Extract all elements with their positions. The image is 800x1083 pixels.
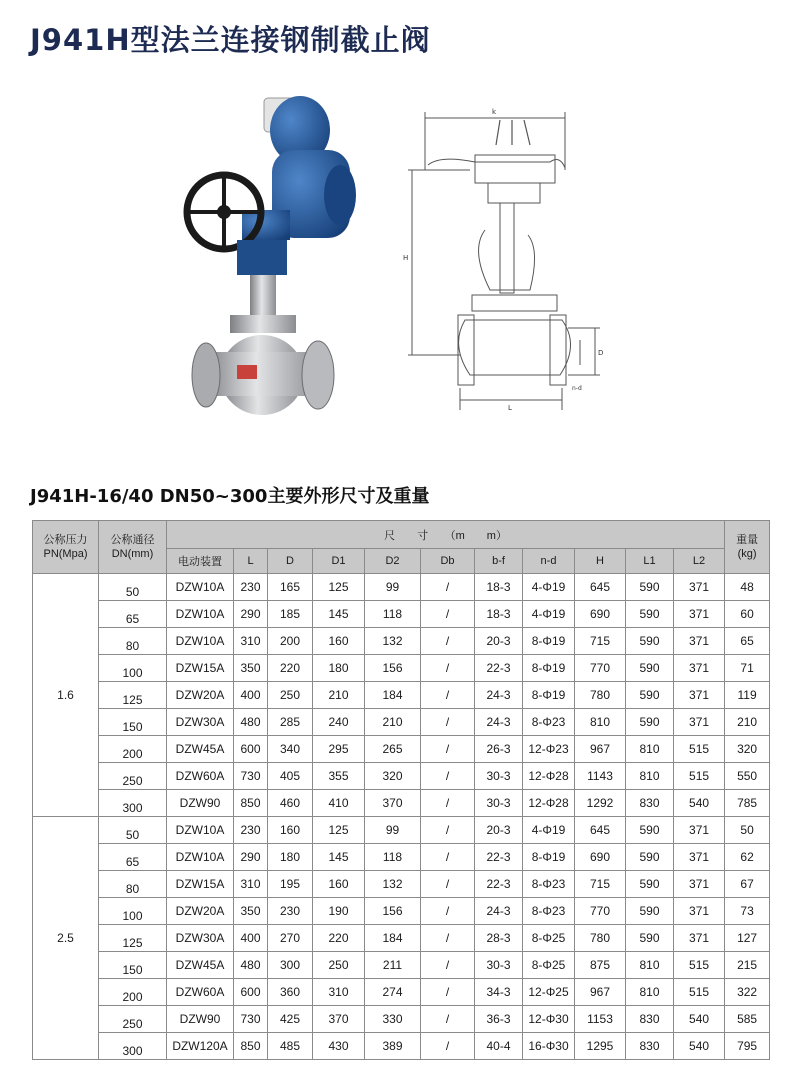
table-cell: 590	[626, 574, 674, 601]
table-cell: 540	[674, 1006, 725, 1033]
table-cell: 71	[725, 655, 770, 682]
table-cell: 12-Φ25	[523, 979, 575, 1006]
table-cell: 590	[626, 682, 674, 709]
table-cell: 185	[268, 601, 313, 628]
table-cell: 20-3	[475, 628, 523, 655]
table-cell: 210	[725, 709, 770, 736]
table-cell: 26-3	[475, 736, 523, 763]
table-row	[33, 871, 770, 898]
table-cell: DZW120A	[167, 1033, 234, 1060]
table-cell: 400	[234, 682, 268, 709]
table-cell: 8-Φ23	[523, 898, 575, 925]
dn-cell: 80	[99, 871, 167, 898]
table-cell: 340	[268, 736, 313, 763]
table-cell: 30-3	[475, 790, 523, 817]
table-cell: 18-3	[475, 574, 523, 601]
dn-cell: 300	[99, 790, 167, 817]
table-cell: 30-3	[475, 952, 523, 979]
table-cell: 405	[268, 763, 313, 790]
table-cell: 184	[365, 682, 421, 709]
table-cell: 830	[626, 1033, 674, 1060]
table-cell: 165	[268, 574, 313, 601]
table-cell: 830	[626, 1006, 674, 1033]
header-pn: 公称压力 PN(Mpa)	[33, 521, 99, 574]
table-cell: 410	[313, 790, 365, 817]
table-cell: 810	[626, 952, 674, 979]
table-cell: 24-3	[475, 709, 523, 736]
table-cell: 350	[234, 898, 268, 925]
table-cell: 118	[365, 844, 421, 871]
table-title: J941H-16/40 DN50~300主要外形尺寸及重量	[30, 486, 430, 507]
table-cell: 770	[575, 655, 626, 682]
table-cell: 600	[234, 736, 268, 763]
table-cell: 485	[268, 1033, 313, 1060]
table-cell: 36-3	[475, 1006, 523, 1033]
table-cell: 295	[313, 736, 365, 763]
header-col: L2	[674, 549, 725, 574]
table-cell: 690	[575, 844, 626, 871]
table-cell: /	[421, 628, 475, 655]
dn-cell: 80	[99, 628, 167, 655]
table-cell: 220	[268, 655, 313, 682]
header-col: D	[268, 549, 313, 574]
table-cell: 24-3	[475, 682, 523, 709]
drawing-nd: n-d	[572, 385, 582, 392]
table-cell: /	[421, 871, 475, 898]
header-col: H	[575, 549, 626, 574]
table-cell: DZW10A	[167, 628, 234, 655]
table-cell: 967	[575, 736, 626, 763]
table-cell: 18-3	[475, 601, 523, 628]
table-cell: 600	[234, 979, 268, 1006]
table-cell: 350	[234, 655, 268, 682]
table-cell: 355	[313, 763, 365, 790]
header-col: D2	[365, 549, 421, 574]
table-cell: 810	[575, 709, 626, 736]
valve-drawing	[400, 100, 630, 430]
table-cell: 690	[575, 601, 626, 628]
dn-cell: 50	[99, 574, 167, 601]
table-cell: 16-Φ30	[523, 1033, 575, 1060]
table-cell: 73	[725, 898, 770, 925]
table-cell: 590	[626, 628, 674, 655]
table-cell: 145	[313, 601, 365, 628]
table-cell: 371	[674, 682, 725, 709]
table-row	[33, 736, 770, 763]
table-cell: 300	[268, 952, 313, 979]
table-cell: 12-Φ28	[523, 763, 575, 790]
table-cell: 371	[674, 628, 725, 655]
table-cell: 320	[725, 736, 770, 763]
table-row	[33, 655, 770, 682]
table-cell: 810	[626, 763, 674, 790]
table-row	[33, 790, 770, 817]
table-cell: 370	[365, 790, 421, 817]
table-cell: 310	[234, 871, 268, 898]
table-cell: /	[421, 790, 475, 817]
table-cell: 1295	[575, 1033, 626, 1060]
drawing-length-dim: L	[508, 404, 512, 412]
header-col: D1	[313, 549, 365, 574]
table-cell: 220	[313, 925, 365, 952]
table-cell: 371	[674, 898, 725, 925]
table-cell: DZW45A	[167, 952, 234, 979]
table-cell: /	[421, 1033, 475, 1060]
table-cell: 371	[674, 817, 725, 844]
table-cell: 290	[234, 844, 268, 871]
table-row	[33, 898, 770, 925]
table-cell: 285	[268, 709, 313, 736]
table-cell: 430	[313, 1033, 365, 1060]
table-cell: 22-3	[475, 844, 523, 871]
header-col: Db	[421, 549, 475, 574]
table-cell: 810	[626, 736, 674, 763]
table-cell: 24-3	[475, 898, 523, 925]
table-cell: /	[421, 736, 475, 763]
table-cell: 12-Φ23	[523, 736, 575, 763]
table-cell: 967	[575, 979, 626, 1006]
dn-cell: 150	[99, 709, 167, 736]
table-cell: 645	[575, 574, 626, 601]
table-cell: DZW90	[167, 790, 234, 817]
table-cell: 389	[365, 1033, 421, 1060]
table-cell: /	[421, 925, 475, 952]
table-cell: 8-Φ19	[523, 655, 575, 682]
table-cell: 156	[365, 655, 421, 682]
table-row	[33, 817, 770, 844]
table-cell: DZW30A	[167, 925, 234, 952]
table-cell: 211	[365, 952, 421, 979]
table-row	[33, 709, 770, 736]
table-cell: 371	[674, 574, 725, 601]
table-cell: 785	[725, 790, 770, 817]
table-cell: DZW20A	[167, 682, 234, 709]
header-weight: 重量 (kg)	[725, 521, 770, 574]
table-cell: 590	[626, 601, 674, 628]
table-cell: 310	[234, 628, 268, 655]
table-cell: DZW15A	[167, 655, 234, 682]
table-row	[33, 952, 770, 979]
table-row	[33, 682, 770, 709]
table-cell: 540	[674, 790, 725, 817]
header-col: L	[234, 549, 268, 574]
table-cell: 515	[674, 763, 725, 790]
drawing-d-dim: D	[598, 349, 604, 357]
table-cell: DZW10A	[167, 844, 234, 871]
dn-cell: 150	[99, 952, 167, 979]
table-row	[33, 844, 770, 871]
table-cell: 30-3	[475, 763, 523, 790]
dn-cell: 65	[99, 601, 167, 628]
table-cell: 850	[234, 1033, 268, 1060]
table-cell: 8-Φ19	[523, 628, 575, 655]
table-cell: 48	[725, 574, 770, 601]
table-cell: 230	[268, 898, 313, 925]
table-cell: 590	[626, 898, 674, 925]
table-cell: 550	[725, 763, 770, 790]
table-cell: 515	[674, 979, 725, 1006]
pn-cell: 1.6	[33, 574, 99, 817]
table-cell: 230	[234, 574, 268, 601]
table-cell: 460	[268, 790, 313, 817]
table-cell: 1153	[575, 1006, 626, 1033]
table-cell: 4-Φ19	[523, 817, 575, 844]
table-cell: /	[421, 1006, 475, 1033]
header-size-group: 尺 寸 （m m）	[167, 521, 725, 549]
dn-cell: 300	[99, 1033, 167, 1060]
table-cell: 160	[313, 871, 365, 898]
table-cell: /	[421, 952, 475, 979]
header-col: L1	[626, 549, 674, 574]
table-cell: 125	[313, 817, 365, 844]
table-body	[33, 574, 770, 1060]
table-cell: 118	[365, 601, 421, 628]
table-cell: 371	[674, 601, 725, 628]
table-cell: 371	[674, 925, 725, 952]
table-cell: 770	[575, 898, 626, 925]
table-cell: 119	[725, 682, 770, 709]
table-cell: 210	[313, 682, 365, 709]
header-col: n-d	[523, 549, 575, 574]
table-cell: 320	[365, 763, 421, 790]
table-cell: 195	[268, 871, 313, 898]
table-header-row-1	[33, 521, 770, 549]
table-cell: DZW60A	[167, 979, 234, 1006]
table-cell: /	[421, 844, 475, 871]
table-cell: 590	[626, 844, 674, 871]
table-cell: DZW10A	[167, 601, 234, 628]
dn-cell: 65	[99, 844, 167, 871]
table-row	[33, 925, 770, 952]
table-cell: 730	[234, 1006, 268, 1033]
table-cell: 4-Φ19	[523, 574, 575, 601]
table-cell: /	[421, 763, 475, 790]
table-cell: 8-Φ19	[523, 682, 575, 709]
table-cell: 8-Φ19	[523, 844, 575, 871]
table-cell: DZW30A	[167, 709, 234, 736]
table-cell: DZW15A	[167, 871, 234, 898]
valve-photo	[182, 90, 362, 440]
table-cell: 240	[313, 709, 365, 736]
table-cell: 1292	[575, 790, 626, 817]
table-cell: 290	[234, 601, 268, 628]
table-cell: 99	[365, 817, 421, 844]
table-cell: 8-Φ25	[523, 925, 575, 952]
drawing-height-dim: H	[403, 254, 409, 262]
table-cell: 180	[268, 844, 313, 871]
table-cell: 780	[575, 682, 626, 709]
table-cell: 322	[725, 979, 770, 1006]
table-cell: /	[421, 601, 475, 628]
table-row	[33, 574, 770, 601]
table-cell: /	[421, 817, 475, 844]
table-cell: 40-4	[475, 1033, 523, 1060]
table-cell: 590	[626, 817, 674, 844]
table-cell: 132	[365, 628, 421, 655]
table-cell: 400	[234, 925, 268, 952]
table-cell: 180	[313, 655, 365, 682]
table-cell: 20-3	[475, 817, 523, 844]
table-cell: 515	[674, 736, 725, 763]
table-cell: 145	[313, 844, 365, 871]
table-cell: 540	[674, 1033, 725, 1060]
table-cell: 590	[626, 655, 674, 682]
table-cell: DZW60A	[167, 763, 234, 790]
table-cell: 22-3	[475, 655, 523, 682]
header-dn: 公称通径 DN(mm)	[99, 521, 167, 574]
table-cell: 370	[313, 1006, 365, 1033]
drawing-top-dim: k	[492, 108, 497, 116]
table-cell: 8-Φ23	[523, 709, 575, 736]
table-cell: 795	[725, 1033, 770, 1060]
page-title: J941H型法兰连接钢制截止阀	[30, 23, 431, 57]
table-cell: 850	[234, 790, 268, 817]
table-cell: 230	[234, 817, 268, 844]
dn-cell: 100	[99, 898, 167, 925]
table-cell: 62	[725, 844, 770, 871]
table-cell: 190	[313, 898, 365, 925]
dn-cell: 125	[99, 925, 167, 952]
table-cell: 830	[626, 790, 674, 817]
table-cell: DZW10A	[167, 574, 234, 601]
table-cell: 715	[575, 871, 626, 898]
table-cell: 67	[725, 871, 770, 898]
table-cell: 156	[365, 898, 421, 925]
table-cell: 184	[365, 925, 421, 952]
table-cell: 715	[575, 628, 626, 655]
table-cell: 730	[234, 763, 268, 790]
pn-cell: 2.5	[33, 817, 99, 1060]
table-cell: /	[421, 574, 475, 601]
table-cell: /	[421, 898, 475, 925]
table-row	[33, 1033, 770, 1060]
table-cell: 330	[365, 1006, 421, 1033]
table-cell: 125	[313, 574, 365, 601]
table-cell: 360	[268, 979, 313, 1006]
table-cell: 371	[674, 871, 725, 898]
table-cell: 200	[268, 628, 313, 655]
table-cell: 22-3	[475, 871, 523, 898]
table-cell: 250	[268, 682, 313, 709]
table-cell: 12-Φ28	[523, 790, 575, 817]
table-cell: 4-Φ19	[523, 601, 575, 628]
table-cell: 590	[626, 709, 674, 736]
table-cell: 480	[234, 952, 268, 979]
table-cell: 515	[674, 952, 725, 979]
table-cell: 8-Φ23	[523, 871, 575, 898]
header-col: 电动装置	[167, 549, 234, 574]
table-cell: 12-Φ30	[523, 1006, 575, 1033]
table-cell: 875	[575, 952, 626, 979]
table-cell: 780	[575, 925, 626, 952]
dn-cell: 50	[99, 817, 167, 844]
table-cell: /	[421, 979, 475, 1006]
table-cell: 274	[365, 979, 421, 1006]
table-cell: 210	[365, 709, 421, 736]
table-cell: 65	[725, 628, 770, 655]
table-cell: 371	[674, 844, 725, 871]
table-cell: 585	[725, 1006, 770, 1033]
table-cell: /	[421, 709, 475, 736]
table-row	[33, 979, 770, 1006]
table-cell: 8-Φ25	[523, 952, 575, 979]
table-cell: DZW10A	[167, 817, 234, 844]
dn-cell: 200	[99, 979, 167, 1006]
header-col: b-f	[475, 549, 523, 574]
table-cell: 28-3	[475, 925, 523, 952]
table-cell: 480	[234, 709, 268, 736]
table-cell: 425	[268, 1006, 313, 1033]
table-cell: 270	[268, 925, 313, 952]
dn-cell: 100	[99, 655, 167, 682]
table-cell: 99	[365, 574, 421, 601]
table-cell: 34-3	[475, 979, 523, 1006]
table-cell: 50	[725, 817, 770, 844]
table-cell: 371	[674, 655, 725, 682]
table-cell: 215	[725, 952, 770, 979]
table-cell: 371	[674, 709, 725, 736]
table-cell: 250	[313, 952, 365, 979]
table-cell: 160	[313, 628, 365, 655]
table-cell: 160	[268, 817, 313, 844]
table-cell: 127	[725, 925, 770, 952]
table-cell: 810	[626, 979, 674, 1006]
table-row	[33, 601, 770, 628]
table-row	[33, 628, 770, 655]
dn-cell: 125	[99, 682, 167, 709]
table-cell: 590	[626, 871, 674, 898]
table-cell: /	[421, 682, 475, 709]
dn-cell: 250	[99, 763, 167, 790]
table-cell: 310	[313, 979, 365, 1006]
table-cell: 265	[365, 736, 421, 763]
table-cell: 132	[365, 871, 421, 898]
table-cell: 60	[725, 601, 770, 628]
table-row	[33, 763, 770, 790]
table-cell: DZW20A	[167, 898, 234, 925]
table-cell: DZW45A	[167, 736, 234, 763]
dimensions-table	[32, 520, 770, 1060]
table-cell: DZW90	[167, 1006, 234, 1033]
table-cell: 645	[575, 817, 626, 844]
dn-cell: 200	[99, 736, 167, 763]
table-cell: /	[421, 655, 475, 682]
dn-cell: 250	[99, 1006, 167, 1033]
table-row	[33, 1006, 770, 1033]
table-cell: 1143	[575, 763, 626, 790]
table-cell: 590	[626, 925, 674, 952]
